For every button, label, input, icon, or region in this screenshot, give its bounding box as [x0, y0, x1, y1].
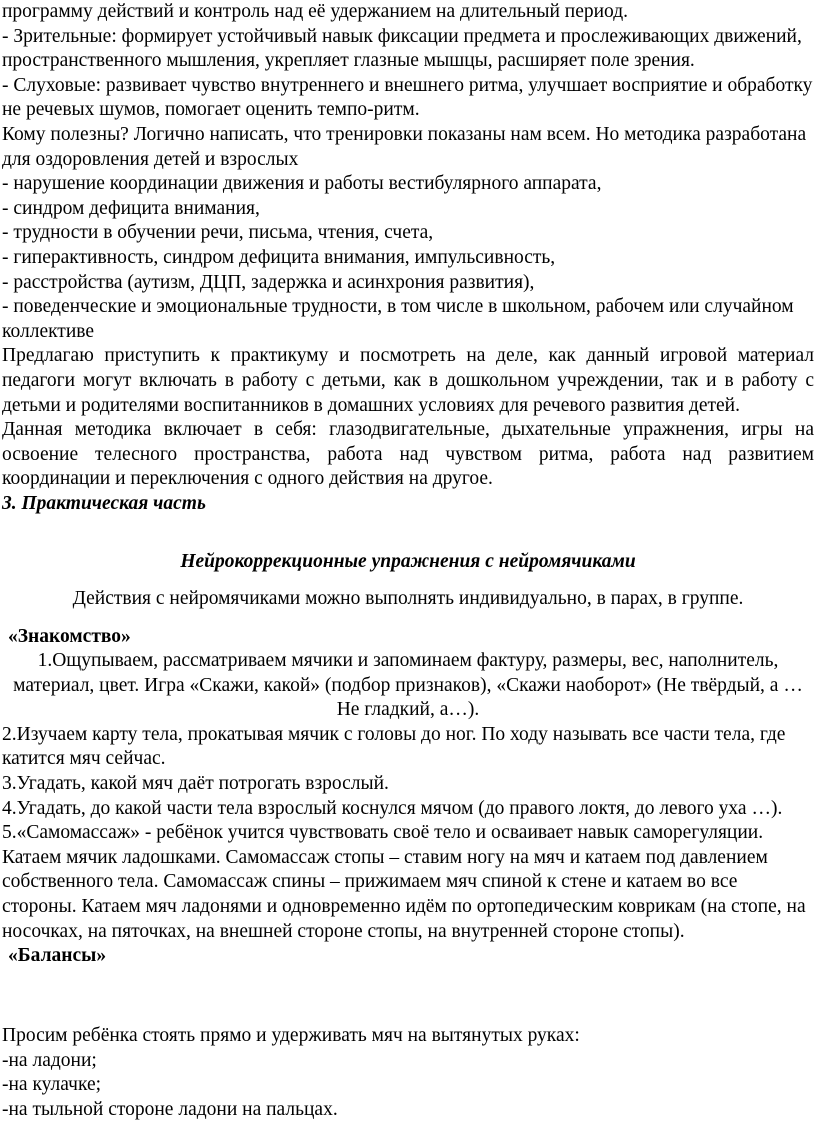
list-item: - расстройства (аутизм, ДЦП, задержка и асинхрония развития), [2, 271, 535, 293]
balances-list [2, 1024, 814, 1122]
acquaintance-list [2, 649, 814, 969]
balances-intro: Просим ребёнка стоять прямо и удерживать мяч на вытянутых руках: [2, 1025, 580, 1046]
acquaintance-item-3: 3.Угадать, какой мяч даёт потрогать взрослый. [2, 772, 389, 794]
list-item: - нарушение координации движения и работы вестибулярного аппарата, [2, 173, 602, 195]
section-subheading: Нейрокоррекционные упражнения с нейромячиками [180, 551, 636, 572]
list-item: -на кулачке; [2, 1074, 102, 1096]
intro-paragraph-visual: - Зрительные: формирует устойчивый навык фиксации предмета и прослеживающих движений, пространственного мышления, укрепляет глазные мышцы, расширяет поле зрения. [2, 25, 802, 72]
intro-paragraph-method: Данная методика включает в себя: глазодвигательные, дыхательные упражнения, игры на освоение телесного пространства, работа над чувством ритма, работа над развитием координации и переключения с одного действия на другое. [2, 419, 814, 490]
section-note: Действия с нейромячиками можно выполнять индивидуально, в парах, в группе. [72, 588, 744, 609]
section-heading: 3. Практическая часть [2, 492, 206, 514]
balances-title: «Балансы» [8, 945, 107, 967]
intro-paragraph-auditory: - Слуховые: развивает чувство внутреннего и внешнего ритма, улучшает восприятие и обработку не речевых шумов, помогает оценить темпо-ритм. [2, 74, 813, 121]
list-item: - синдром дефицита внимания, [2, 197, 260, 219]
intro-paragraph-1: программу действий и контроль над её удержанием на длительный период. [2, 1, 629, 22]
list-item: -на ладони; [2, 1049, 97, 1071]
acquaintance-item-5: 5.«Самомассаж» - ребёнок учится чувствовать своё тело и осваивает навык саморегуляции. Катаем мячик ладошками. Самомассаж стопы – ставим ногу на мяч и катаем под давлением собственного тела. Самомассаж спины – прижимаем мяч спиной к стене и катаем во все стороны. Катаем мяч ладонями и одновременно идём по ортопедическим коврикам (на стопе, на носочках, на пяточках, на внешней стороне стопы, на внутренней стороне стопы). [2, 822, 806, 942]
intro-text [2, 0, 814, 516]
list-item: - гиперактивность, синдром дефицита внимания, импульсивность, [2, 246, 556, 268]
acquaintance-item-1: 1.Ощупываем, рассматриваем мячики и запоминаем фактуру, размеры, вес, наполнитель, материал, цвет. Игра «Скажи, какой» (подбор признаков), «Скажи наоборот» (Не твёрдый, а … Не гладкий, а…). [13, 650, 803, 721]
acquaintance-title: «Знакомство» [8, 626, 131, 647]
acquaintance-item-2: 2.Изучаем карту тела, прокатывая мячик с головы до ног. По ходу называть все части тела, где катится мяч сейчас. [2, 723, 786, 770]
intro-paragraph-practice: Предлагаю приступить к практикуму и посмотреть на деле, как данный игровой материал педагоги могут включать в работу с детьми, как в дошкольном учреждении, так и в работу с детьми и родителями воспитанников в домашних условиях для речевого развития детей. [2, 345, 814, 416]
list-item: - поведенческие и эмоциональные трудности, в том числе в школьном, рабочем или случайном коллективе [2, 296, 794, 342]
intro-paragraph-who: Кому полезны? Логично написать, что тренировки показаны нам всем. Но методика разработана для оздоровления детей и взрослых [2, 123, 807, 170]
acquaintance-item-4: 4.Угадать, до какой части тела взрослый коснулся мячом (до правого локтя, до левого уха …). [2, 797, 783, 819]
list-item: - трудности в обучении речи, письма, чтения, счета, [2, 222, 434, 244]
list-item: -на тыльной стороне ладони на пальцах. [2, 1098, 338, 1120]
